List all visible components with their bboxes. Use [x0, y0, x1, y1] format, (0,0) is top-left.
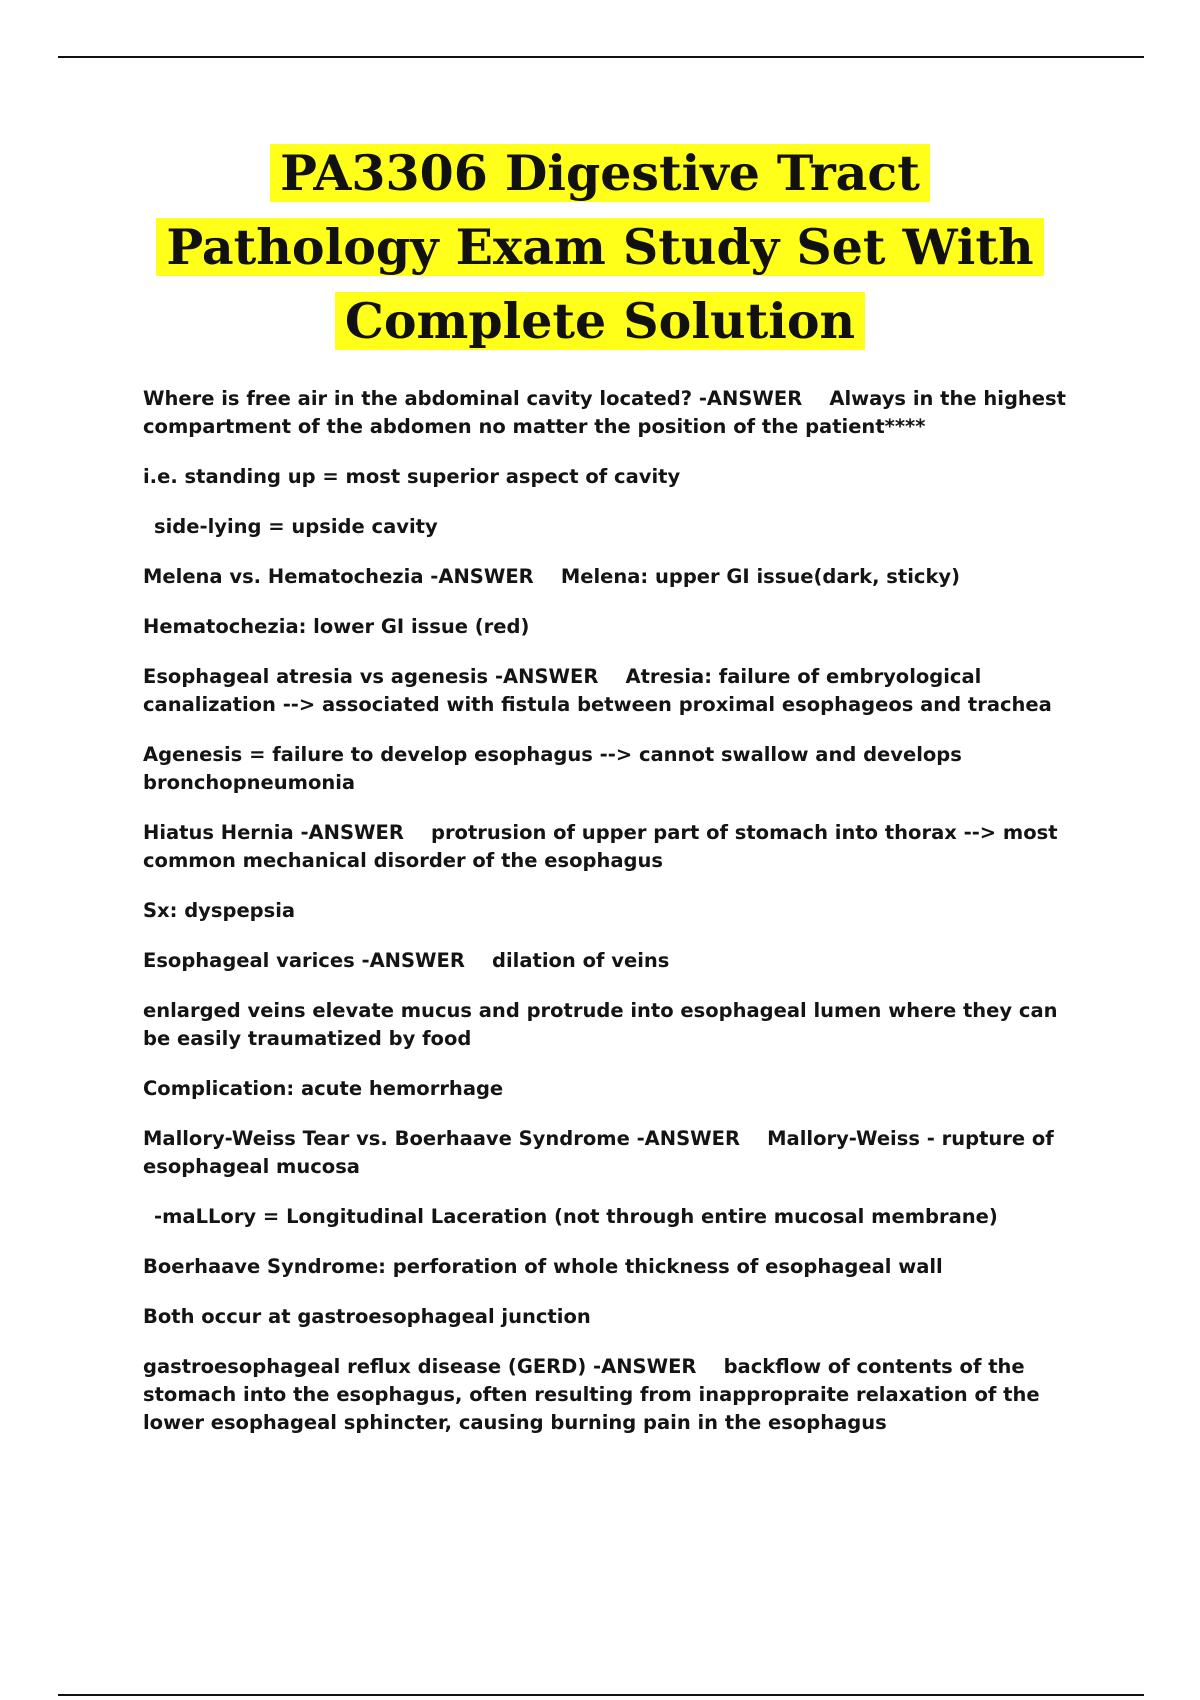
document-title [0, 140, 1200, 362]
paragraph-complication: Complication: acute hemorrhage [143, 1077, 504, 1100]
top-rule [58, 56, 1144, 58]
paragraph-hematochezia: Hematochezia: lower GI issue (red) [143, 615, 530, 638]
paragraph-dyspepsia: Sx: dyspepsia [143, 899, 296, 922]
document-body [143, 385, 1083, 1459]
paragraph-enlarged-veins: enlarged veins elevate mucus and protrude into esophageal lumen where they can be easily traumatized by food [143, 999, 1065, 1050]
bottom-rule [58, 1694, 1144, 1696]
paragraph-gerd: gastroesophageal reflux disease (GERD) -ANSWER backflow of contents of the stomach into the esophagus, often resulting from inappropraite relaxation of the lower esophageal sphincter, causing burning pain in the esophagus [143, 1355, 1047, 1434]
paragraph-mallory-mnemonic: -maLLory = Longitudinal Laceration (not through entire mucosal membrane) [154, 1205, 998, 1228]
paragraph-mallory-weiss: Mallory-Weiss Tear vs. Boerhaave Syndrome -ANSWER Mallory-Weiss - rupture of esophageal mucosa [143, 1127, 1061, 1178]
paragraph-side-lying: side-lying = upside cavity [154, 515, 438, 538]
paragraph-hiatus-hernia: Hiatus Hernia -ANSWER protrusion of upper part of stomach into thorax --> most common mechanical disorder of the esophagus [143, 821, 1065, 872]
title-line-2: Pathology Exam Study Set With [0, 214, 1200, 280]
title-line-1: PA3306 Digestive Tract [0, 140, 1200, 206]
paragraph-boerhaave: Boerhaave Syndrome: perforation of whole thickness of esophageal wall [143, 1255, 943, 1278]
paragraph-melena: Melena vs. Hematochezia -ANSWER Melena: upper GI issue(dark, sticky) [143, 565, 961, 588]
paragraph-gastroesophageal-junction: Both occur at gastroesophageal junction [143, 1305, 591, 1328]
paragraph-atresia: Esophageal atresia vs agenesis -ANSWER Atresia: failure of embryological canalization --> associated with fistula between proximal esophageos and trachea [143, 665, 1052, 716]
paragraph-standing-up: i.e. standing up = most superior aspect of cavity [143, 465, 681, 488]
paragraph-varices: Esophageal varices -ANSWER dilation of veins [143, 949, 670, 972]
paragraph-agenesis: Agenesis = failure to develop esophagus --> cannot swallow and develops bronchopneumonia [143, 743, 969, 794]
paragraph-free-air: Where is free air in the abdominal cavity located? -ANSWER Always in the highest compartment of the abdomen no matter the position of the patient**** [143, 387, 1073, 438]
title-line-3: Complete Solution [0, 288, 1200, 354]
